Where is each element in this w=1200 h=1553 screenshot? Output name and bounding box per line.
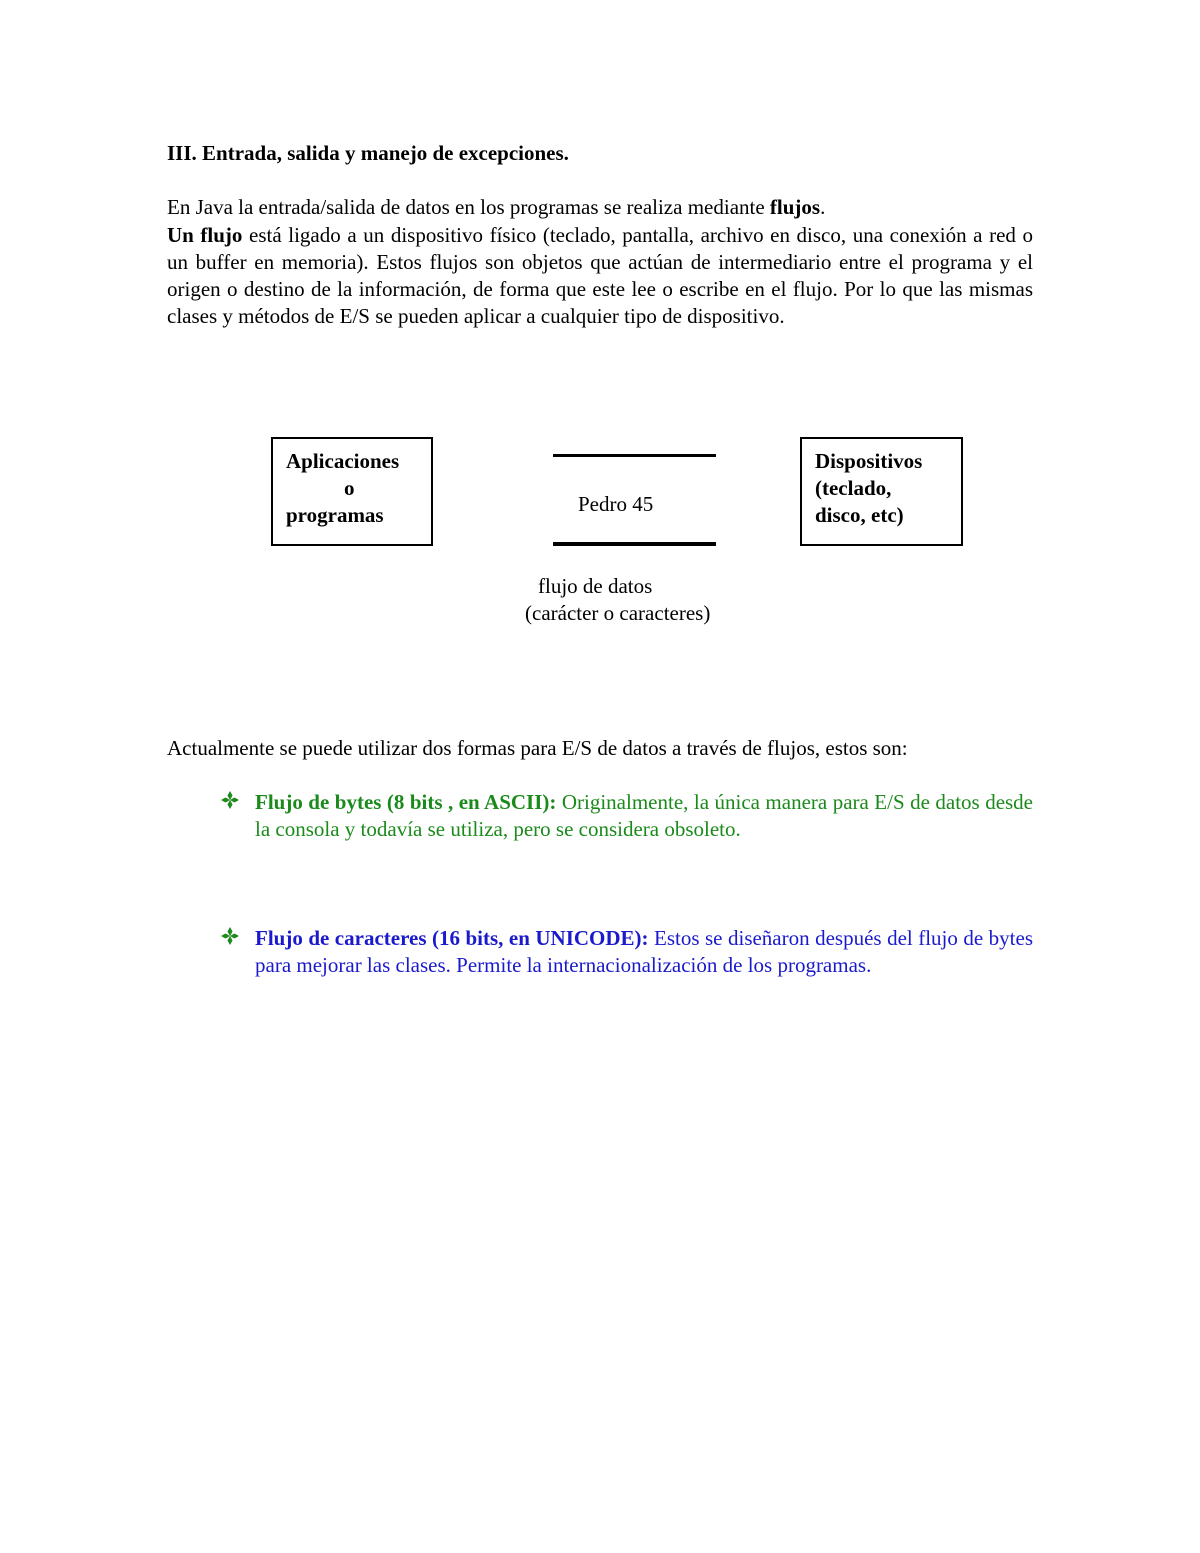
intro-line-suffix: . xyxy=(820,195,826,219)
devices-box-line2: (teclado, xyxy=(815,476,892,500)
applications-box xyxy=(271,437,433,546)
list-item-description: Estos se diseñaron después del flujo de bytes para mejorar las clases. Permite la internacionalización de los programas. xyxy=(255,926,1033,977)
diagram-caption-line1: flujo de datos xyxy=(538,574,653,598)
intro-line xyxy=(167,195,825,220)
stream-content: Pedro 45 xyxy=(578,492,654,516)
intro-line-bold: flujos xyxy=(769,195,821,219)
stream-top-line xyxy=(553,454,716,457)
intro-paragraph-bold: Un flujo xyxy=(167,223,243,247)
stream-bottom-line xyxy=(553,542,716,546)
applications-box-line3: programas xyxy=(286,503,384,527)
diamond-cluster-icon xyxy=(221,927,239,945)
intro-paragraph xyxy=(167,222,1033,330)
intro-paragraph-text: está ligado a un dispositivo físico (teclado, pantalla, archivo en disco, una conexión a red o un buffer en memoria). Estos flujos son objetos que actúan de intermediario entre el programa y el origen o destino de la información, de forma que este lee o escribe en el flujo. Por lo que las mismas clases y métodos de E/S se pueden aplicar a cualquier tipo de dispositivo. xyxy=(167,223,1033,328)
devices-box xyxy=(800,437,963,546)
applications-box-line1: Aplicaciones xyxy=(286,449,400,473)
list-item-description: Originalmente, la única manera para E/S de datos desde la consola y todavía se utiliza, pero se considera obsoleto. xyxy=(255,790,1034,841)
devices-box-line3: disco, etc) xyxy=(815,503,904,527)
list-item-title: Flujo de bytes (8 bits , en ASCII): xyxy=(255,790,557,814)
list-item-title: Flujo de caracteres (16 bits, en UNICODE): xyxy=(255,926,649,950)
devices-box-line1: Dispositivos xyxy=(815,449,923,473)
diagram-caption-line2: (carácter o caracteres) xyxy=(525,601,711,625)
forms-intro: Actualmente se puede utilizar dos formas para E/S de datos a través de flujos, estos son: xyxy=(167,736,908,760)
intro-line-prefix: En Java la entrada/salida de datos en los programas se realiza mediante xyxy=(167,195,770,219)
section-heading: III. Entrada, salida y manejo de excepciones. xyxy=(167,141,569,165)
list-item-byte-stream xyxy=(221,789,1033,843)
list-item-text xyxy=(255,925,1033,979)
list-item-text xyxy=(255,789,1033,843)
applications-box-line2: o xyxy=(344,476,355,500)
diamond-cluster-icon xyxy=(221,791,239,809)
list-item-char-stream xyxy=(221,925,1033,979)
